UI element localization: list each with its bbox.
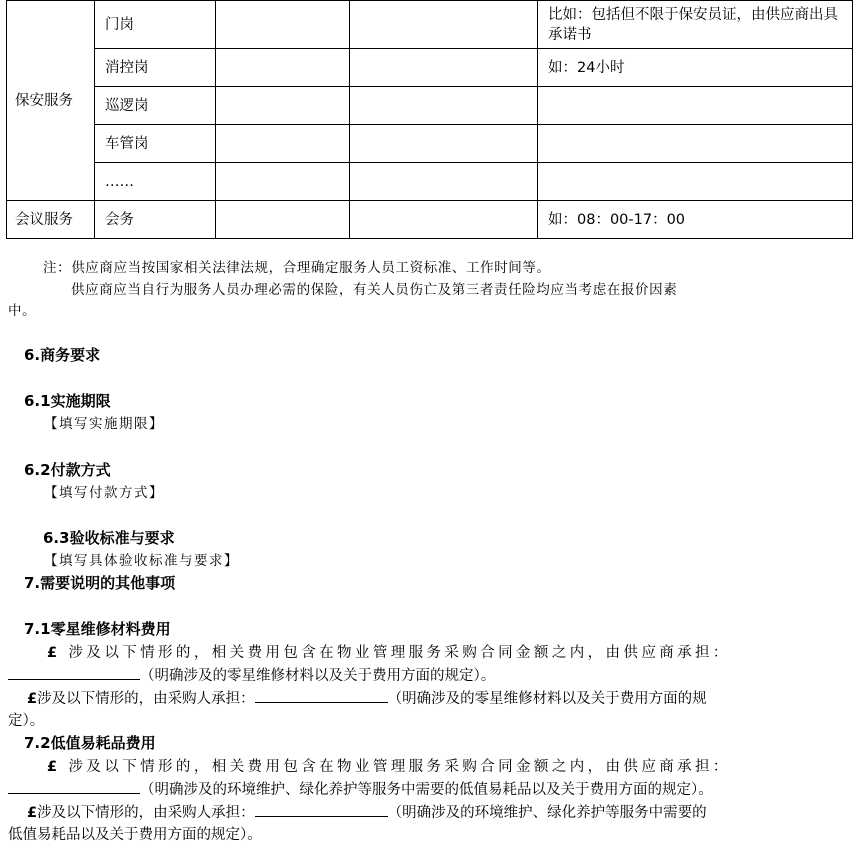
note-cell: 如：08：00-17：00: [538, 201, 853, 239]
category-meeting: 会议服务: [7, 201, 95, 239]
section-6-2-placeholder: 【填写付款方式】: [44, 485, 164, 501]
section-6-3-placeholder: 【填写具体验收标准与要求】: [44, 553, 239, 569]
table-row: [7, 87, 853, 125]
checkbox-symbol: £: [27, 805, 38, 821]
section-7-heading: 7.需要说明的其他事项: [24, 574, 176, 592]
section-7-2-purchaser-line-2: 低值易耗品以及关于费用方面的规定）。: [8, 827, 262, 843]
section-7-2-heading: 7.2低值易耗品费用: [24, 734, 156, 752]
checkbox-symbol: £: [47, 759, 61, 775]
post-cell: 车管岗: [95, 125, 216, 163]
checkbox-symbol: £: [27, 691, 38, 707]
section-6-2-heading: 6.2付款方式: [24, 461, 111, 479]
purchaser-clause-detail: （明确涉及的零星维修材料以及关于费用方面的规: [387, 691, 707, 707]
section-6-heading: 6.商务要求: [24, 346, 101, 364]
note-line-1: 注：供应商应当按国家相关法律法规，合理确定服务人员工资标准、工作时间等。: [43, 260, 551, 276]
table-row: [7, 201, 853, 239]
service-staff-table: [6, 0, 853, 239]
post-cell: ……: [95, 163, 216, 201]
section-6-1-placeholder: 【填写实施期限】: [44, 416, 164, 432]
section-6-3-heading: 6.3验收标准与要求: [43, 529, 175, 547]
section-7-1-purchaser-line-2: 定）。: [8, 713, 45, 729]
supplier-clause-detail: （明确涉及的环境维护、绿化养护等服务中需要的低值易耗品以及关于费用方面的规定）。: [140, 782, 713, 798]
post-cell: 会务: [95, 201, 216, 239]
section-7-1-supplier-line: [47, 641, 852, 662]
table-row: [7, 163, 853, 201]
purchaser-clause-text: 涉及以下情形的，由采购人承担：: [37, 691, 255, 707]
blank-field[interactable]: [255, 687, 388, 703]
note-cell: [538, 163, 853, 201]
checkbox-symbol: £: [47, 645, 61, 661]
note-cell: [538, 125, 853, 163]
table-row: [7, 49, 853, 87]
note-cell: [538, 87, 853, 125]
section-7-2-supplier-line-2: [8, 778, 713, 799]
section-7-2-purchaser-line: [27, 801, 707, 822]
note-cell: 如：24小时: [538, 49, 853, 87]
supplier-clause-detail: （明确涉及的零星维修材料以及关于费用方面的规定）。: [140, 668, 496, 684]
post-cell: 消控岗: [95, 49, 216, 87]
note-line-2-continued: 中。: [8, 303, 37, 319]
post-cell: 门岗: [95, 1, 216, 49]
section-7-1-supplier-line-2: [8, 664, 495, 685]
purchaser-clause-detail: （明确涉及的环境维护、绿化养护等服务中需要的: [387, 805, 707, 821]
supplier-clause-text: 涉及以下情形的，相关费用包含在物业管理服务采购合同金额之内，由供应商承担：: [68, 759, 731, 775]
section-7-1-purchaser-line: [27, 687, 707, 708]
section-7-1-heading: 7.1零星维修材料费用: [24, 620, 171, 638]
purchaser-clause-text: 涉及以下情形的，由采购人承担：: [37, 805, 255, 821]
post-cell: 巡逻岗: [95, 87, 216, 125]
blank-field[interactable]: [8, 664, 140, 680]
category-security: 保安服务: [7, 1, 95, 201]
section-7-2-supplier-line: [47, 755, 852, 776]
supplier-clause-text: 涉及以下情形的，相关费用包含在物业管理服务采购合同金额之内，由供应商承担：: [68, 645, 731, 661]
blank-field[interactable]: [8, 778, 140, 794]
table-row: [7, 125, 853, 163]
table-row: [7, 1, 853, 49]
note-line-2: 供应商应当自行为服务人员办理必需的保险，有关人员伤亡及第三者责任险均应当考虑在报价因素: [71, 282, 678, 298]
blank-field[interactable]: [255, 801, 388, 817]
section-6-1-heading: 6.1实施期限: [24, 392, 111, 410]
note-cell: 比如：包括但不限于保安员证，由供应商出具承诺书: [538, 1, 853, 49]
